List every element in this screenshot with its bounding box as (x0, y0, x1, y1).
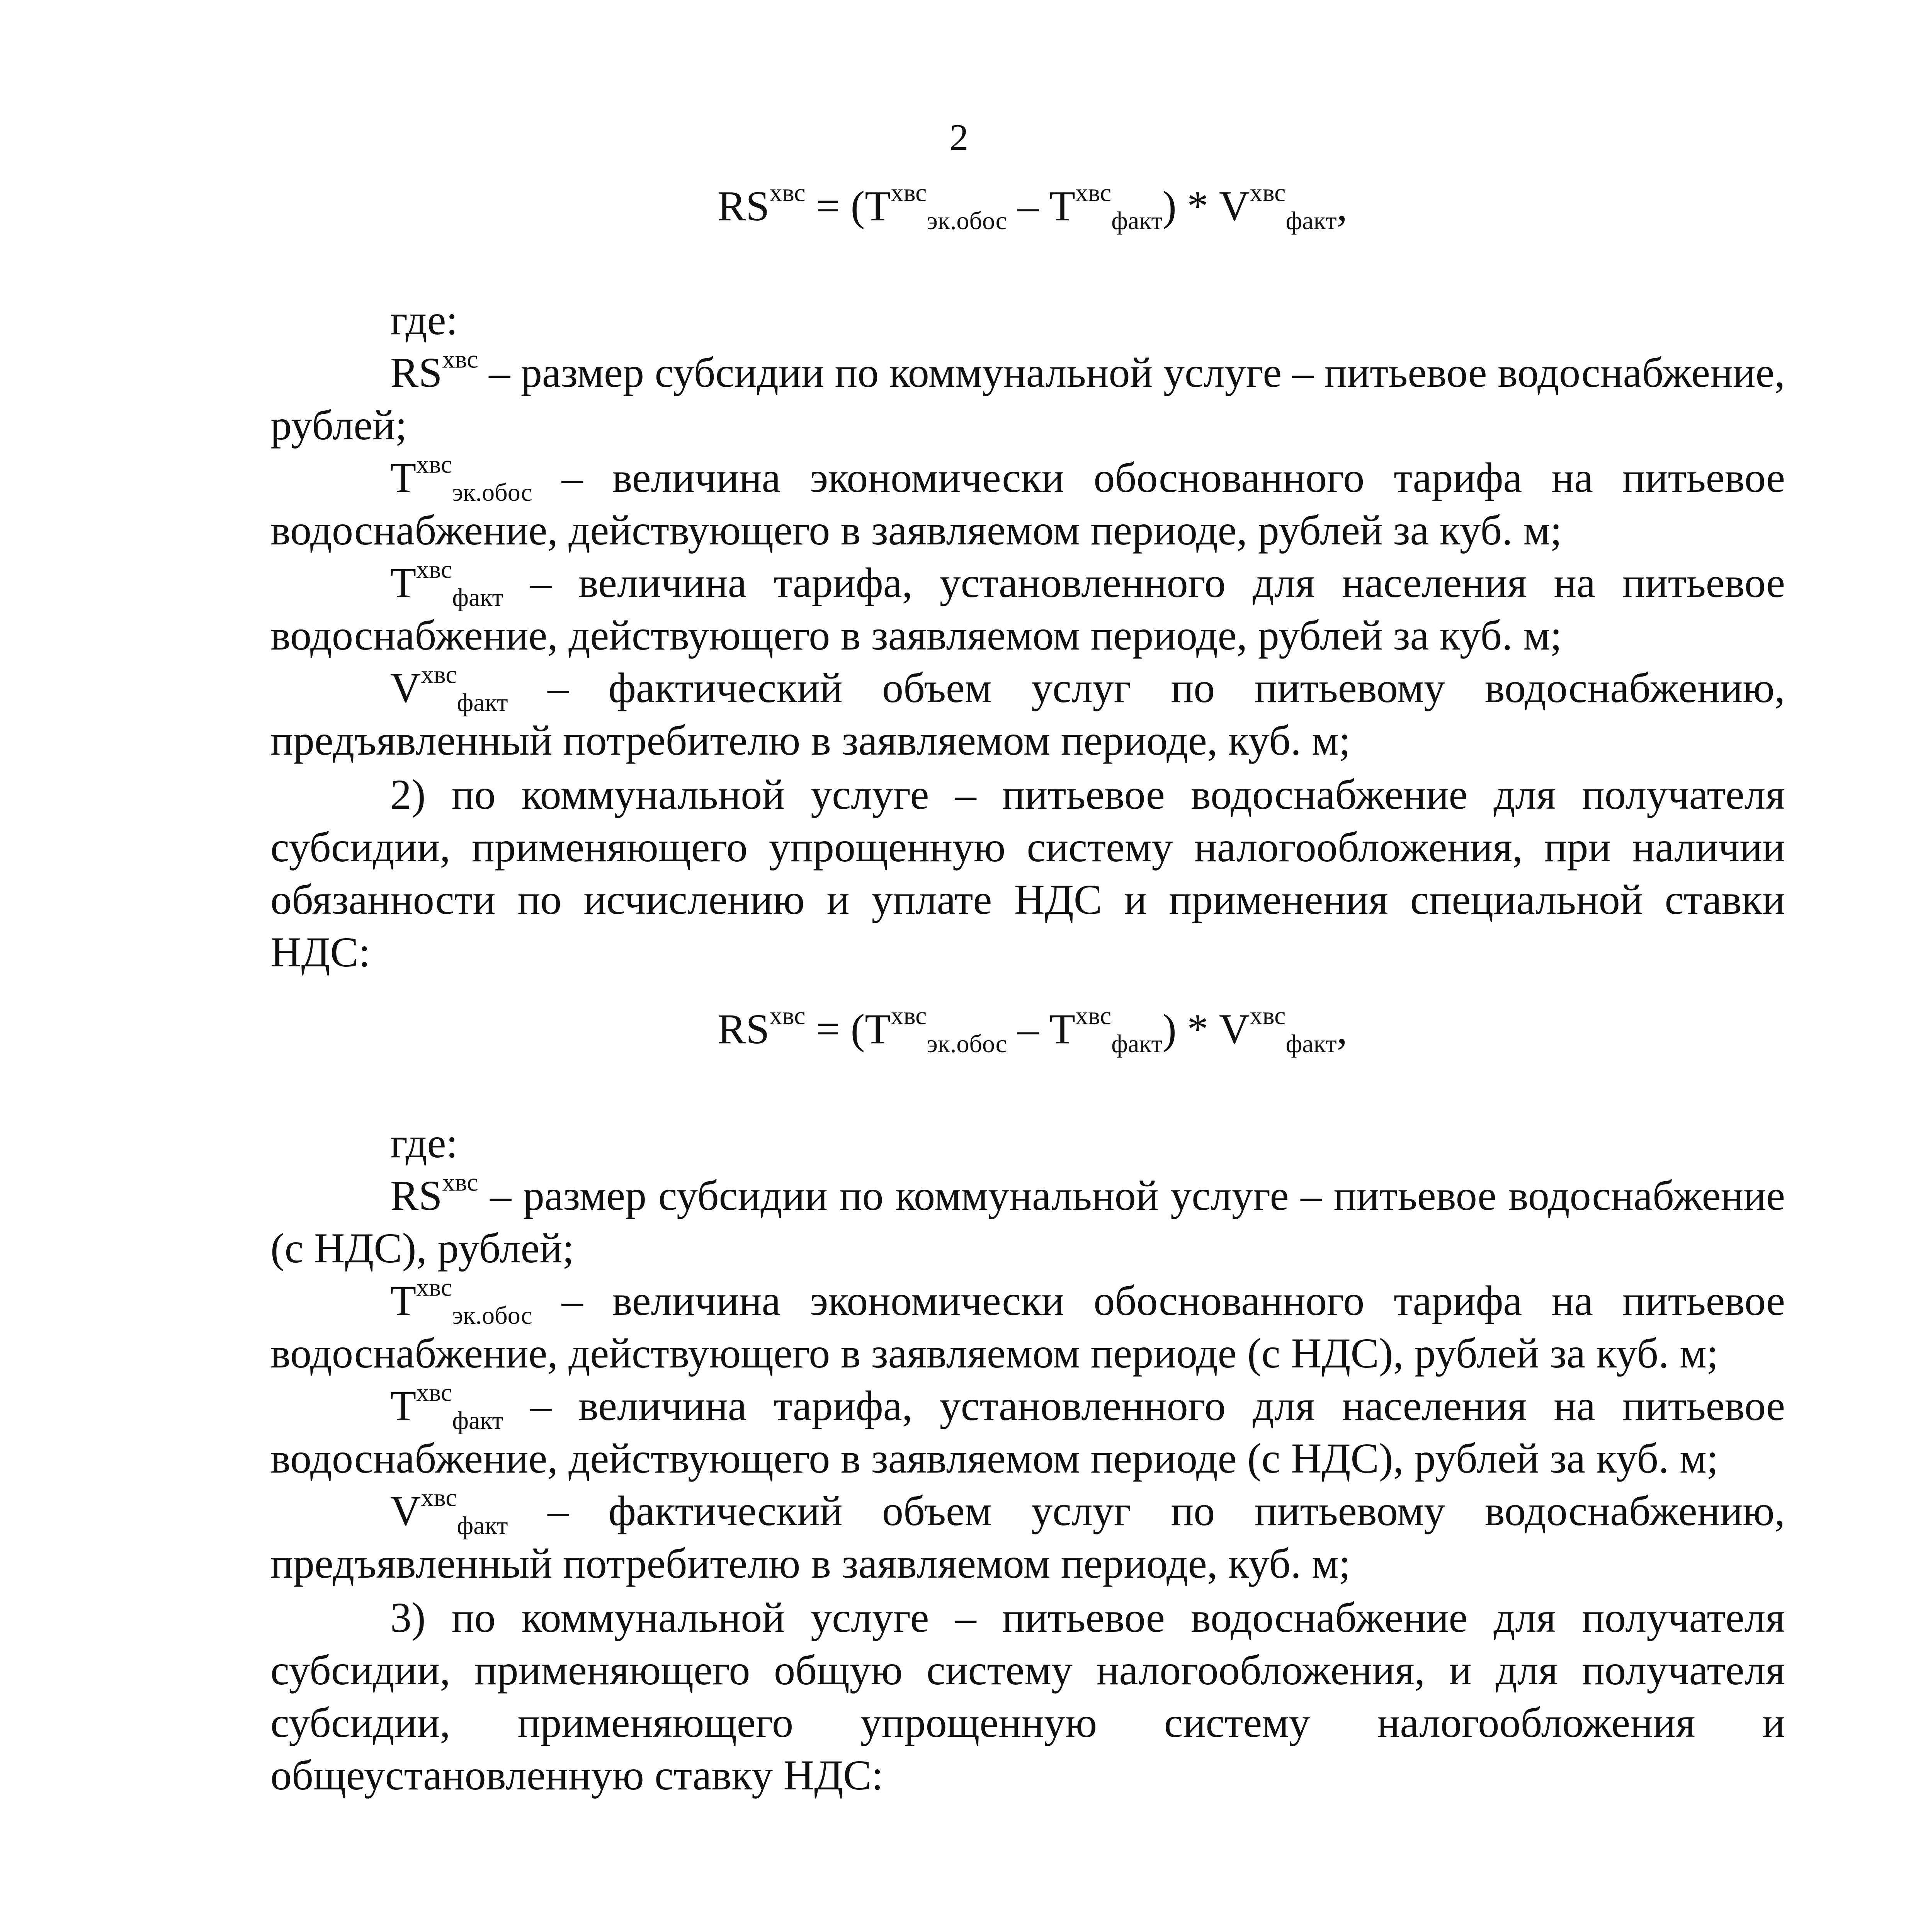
tf-definition: $T^{хвс}_{факт}$ – величина тарифа, установленного для населения на питьевое водоснабжение, действующего в заявляемом периоде (с НДС), рублей за куб. м; (270, 1378, 1785, 1482)
where-label: где: (390, 1119, 458, 1167)
rs-definition: $RS^{хвс}$ – размер субсидии по коммунальной услуге – питьевое водоснабжение (с НДС), рублей; (270, 1168, 1785, 1272)
where-label: где: (390, 296, 458, 344)
definitions-1 (270, 294, 1785, 978)
formula-2: $RS^{хвс} = (T^{хвс}_{эк.обос} - T^{хвс}_{факт}) * V^{хвс}_{факт}$, (717, 1002, 1348, 1058)
item-2: 2) по коммунальной услуге – питьевое водоснабжение для получателя субсидии, применяющего упрощенную систему налогообложения, при наличии обязанности по исчислению и уплате НДС и применения специальной ставки НДС: (270, 771, 1785, 976)
v-definition: $V^{хвс}_{факт}$ – фактический объем услуг по питьевому водоснабжению, предъявленный потребителю в заявляемом периоде, куб. м; (270, 660, 1785, 764)
v-definition: $V^{хвс}_{факт}$ – фактический объем услуг по питьевому водоснабжению, предъявленный потребителю в заявляемом периоде, куб. м; (270, 1483, 1785, 1587)
formula-1: $RS^{хвс} = (T^{хвс}_{эк.обос} - T^{хвс}_{факт}) * V^{хвс}_{факт}$, (717, 179, 1348, 235)
definitions-2 (270, 1117, 1785, 1801)
tf-definition: $T^{хвс}_{факт}$ – величина тарифа, установленного для населения на питьевое водоснабжение, действующего в заявляемом периоде, рублей за куб. м; (270, 555, 1785, 659)
page-number: 2 (949, 117, 969, 158)
item-3: 3) по коммунальной услуге – питьевое водоснабжение для получателя субсидии, применяющего общую систему налогообложения, и для получателя субсидии, применяющего упрощенную систему налогообложения и общеустановленную ставку НДС: (270, 1594, 1785, 1799)
tek-definition: $T^{хвс}_{эк.обос}$ – величина экономически обоснованного тарифа на питьевое водоснабжение, действующего в заявляемом периоде, рублей за куб. м; (270, 450, 1785, 554)
tek-definition: $T^{хвс}_{эк.обос}$ – величина экономически обоснованного тарифа на питьевое водоснабжение, действующего в заявляемом периоде (с НДС), рублей за куб. м; (270, 1273, 1785, 1377)
rs-definition: $RS^{хвс}$ – размер субсидии по коммунальной услуге – питьевое водоснабжение, рублей; (270, 345, 1785, 449)
